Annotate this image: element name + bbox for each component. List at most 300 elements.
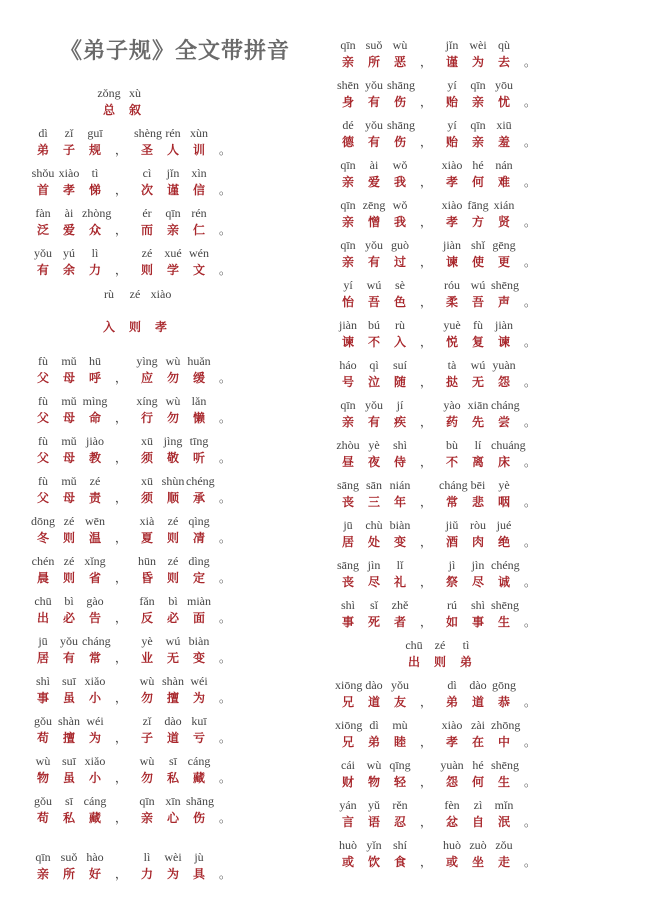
pinyin-spacer xyxy=(108,674,134,690)
hanzi-character: 睦 xyxy=(393,735,406,749)
hanzi-character: 自 xyxy=(471,815,484,829)
pinyin-row xyxy=(335,278,517,294)
punctuation: 。 xyxy=(218,867,231,881)
hanzi-character: 仁 xyxy=(192,223,205,237)
page-title: 《弟子规》全文带拼音 xyxy=(60,38,291,64)
hanzi-character: 死 xyxy=(367,615,380,629)
punctuation: ， xyxy=(419,695,432,709)
pinyin-spacer xyxy=(413,758,439,774)
pinyin-syllable: wú xyxy=(470,278,486,292)
punctuation: ， xyxy=(114,183,127,197)
punctuation: ， xyxy=(419,135,432,149)
pinyin-syllable: xǐng xyxy=(84,554,106,568)
pinyin-syllable: zé xyxy=(167,554,179,568)
pinyin-syllable: fèn xyxy=(444,798,460,812)
hanzi-character: 小 xyxy=(88,691,101,705)
punctuation: ， xyxy=(114,411,127,425)
pinyin-syllable: chuáng xyxy=(491,438,526,452)
pinyin-syllable: qì xyxy=(369,358,379,372)
pinyin-syllable: fǎn xyxy=(139,594,155,608)
pinyin-syllable: cháng xyxy=(491,398,520,412)
pinyin-syllable: zé xyxy=(129,287,141,301)
hanzi-character: 忍 xyxy=(393,815,406,829)
punctuation: ， xyxy=(114,731,127,745)
punctuation: ， xyxy=(114,571,127,585)
pinyin-syllable: gǒu xyxy=(34,794,52,808)
hanzi-character: 常 xyxy=(88,651,101,665)
hanzi-row xyxy=(30,489,238,507)
pinyin-syllable: sè xyxy=(395,278,405,292)
pinyin-syllable: cháng xyxy=(82,634,111,648)
hanzi-character: 语 xyxy=(367,815,380,829)
hanzi-character: 谏 xyxy=(341,335,354,349)
hanzi-character: 业 xyxy=(140,651,153,665)
pinyin-syllable: xià xyxy=(139,514,155,528)
pinyin-syllable: yǒu xyxy=(391,678,409,692)
pinyin-row xyxy=(30,354,212,370)
hanzi-character: 必 xyxy=(166,611,179,625)
hanzi-character: 无 xyxy=(471,375,484,389)
hanzi-character: 尽 xyxy=(367,575,380,589)
pinyin-syllable: jiǔ xyxy=(445,518,459,532)
pinyin-syllable: miàn xyxy=(187,594,211,608)
hanzi-row xyxy=(335,453,543,471)
hanzi-character: 泛 xyxy=(36,223,49,237)
punctuation: ， xyxy=(114,263,127,277)
hanzi-character: 爱 xyxy=(62,223,75,237)
pinyin-syllable: chén xyxy=(31,554,55,568)
hanzi-character: 定 xyxy=(192,571,205,585)
pinyin-syllable: gōng xyxy=(492,678,516,692)
hanzi-character: 生 xyxy=(497,775,510,789)
pinyin-syllable: cháng xyxy=(439,478,468,492)
pinyin-row xyxy=(30,674,212,690)
hanzi-character: 泣 xyxy=(367,375,380,389)
hanzi-character: 道 xyxy=(367,695,380,709)
pinyin-syllable: shùn xyxy=(161,474,185,488)
pinyin-syllable: qīn xyxy=(470,78,486,92)
pinyin-spacer xyxy=(413,78,439,94)
pinyin-syllable: tīng xyxy=(189,434,209,448)
hanzi-character: 色 xyxy=(393,295,406,309)
pinyin-syllable: wén xyxy=(189,246,209,260)
punctuation: 。 xyxy=(523,135,536,149)
hanzi-character: 所 xyxy=(367,55,380,69)
pinyin-row xyxy=(335,358,517,374)
pinyin-spacer xyxy=(413,478,439,494)
hanzi-character: 肉 xyxy=(471,535,484,549)
pinyin-syllable: jù xyxy=(194,850,204,864)
pinyin-syllable: dì xyxy=(369,718,379,732)
pinyin-row xyxy=(96,86,148,102)
hanzi-character: 晨 xyxy=(36,571,49,585)
hanzi-character: 不 xyxy=(445,455,458,469)
hanzi-character: 坐 xyxy=(471,855,484,869)
pinyin-syllable: zé xyxy=(434,638,446,652)
punctuation: ， xyxy=(114,223,127,237)
pinyin-syllable: mǔ xyxy=(61,354,77,368)
punctuation: 。 xyxy=(218,731,231,745)
hanzi-character: 面 xyxy=(192,611,205,625)
pinyin-syllable: wù xyxy=(392,38,408,52)
pinyin-spacer xyxy=(108,594,134,610)
pinyin-row xyxy=(335,118,517,134)
pinyin-syllable: xū xyxy=(141,434,153,448)
hanzi-character: 父 xyxy=(36,411,49,425)
hanzi-character: 母 xyxy=(62,411,75,425)
pinyin-syllable: rén xyxy=(191,206,207,220)
hanzi-character: 好 xyxy=(88,867,101,881)
pinyin-syllable: qīn xyxy=(470,118,486,132)
punctuation: ， xyxy=(114,491,127,505)
pinyin-syllable: yè xyxy=(141,634,153,648)
hanzi-character: 擅 xyxy=(166,691,179,705)
hanzi-character: 呼 xyxy=(88,371,101,385)
punctuation: 。 xyxy=(523,95,536,109)
pinyin-spacer xyxy=(108,394,134,410)
hanzi-row xyxy=(30,529,238,547)
hanzi-character: 孝 xyxy=(62,183,75,197)
pinyin-row xyxy=(335,78,517,94)
hanzi-character: 行 xyxy=(140,411,153,425)
pinyin-syllable: gēng xyxy=(492,238,516,252)
pinyin-syllable: shāng xyxy=(387,78,415,92)
pinyin-syllable: qīn xyxy=(340,198,356,212)
hanzi-row xyxy=(335,93,543,111)
hanzi-character: 苟 xyxy=(36,811,49,825)
pinyin-syllable: qīn xyxy=(340,238,356,252)
punctuation: 。 xyxy=(523,215,536,229)
pinyin-syllable: sī xyxy=(64,794,73,808)
hanzi-character: 为 xyxy=(166,867,179,881)
pinyin-syllable: shǐ xyxy=(470,238,485,252)
hanzi-character: 有 xyxy=(36,263,49,277)
pinyin-spacer xyxy=(108,354,134,370)
pinyin-syllable: yè xyxy=(498,478,510,492)
hanzi-character: 咽 xyxy=(497,495,510,509)
pinyin-syllable: suí xyxy=(392,358,407,372)
hanzi-character: 我 xyxy=(393,175,406,189)
pinyin-syllable: jiàn xyxy=(495,318,513,332)
pinyin-syllable: qìng xyxy=(188,514,210,528)
hanzi-character: 走 xyxy=(497,855,510,869)
pinyin-row xyxy=(30,754,212,770)
pinyin-row xyxy=(30,594,212,610)
punctuation: ， xyxy=(419,335,432,349)
hanzi-character: 事 xyxy=(36,691,49,705)
hanzi-character: 居 xyxy=(36,651,49,665)
punctuation: ， xyxy=(419,415,432,429)
pinyin-syllable: dào xyxy=(164,714,182,728)
pinyin-syllable: guò xyxy=(391,238,409,252)
pinyin-syllable: shì xyxy=(470,598,485,612)
pinyin-row xyxy=(30,554,212,570)
pinyin-syllable: zǒng xyxy=(97,86,121,100)
pinyin-row xyxy=(335,238,517,254)
pinyin-spacer xyxy=(413,198,439,214)
hanzi-character: 友 xyxy=(393,695,406,709)
pinyin-syllable: qīn xyxy=(340,398,356,412)
pinyin-syllable: shēng xyxy=(491,598,519,612)
pinyin-syllable: yán xyxy=(339,798,357,812)
pinyin-syllable: cáng xyxy=(83,794,107,808)
pinyin-syllable: jìn xyxy=(367,558,381,572)
pinyin-syllable: dào xyxy=(469,678,487,692)
hanzi-row xyxy=(335,813,543,831)
hanzi-character: 无 xyxy=(166,651,179,665)
punctuation: ， xyxy=(114,531,127,545)
hanzi-character: 贻 xyxy=(445,95,458,109)
pinyin-row xyxy=(335,558,520,574)
hanzi-character: 私 xyxy=(62,811,75,825)
hanzi-character: 悲 xyxy=(471,495,484,509)
pinyin-syllable: xiū xyxy=(496,118,512,132)
hanzi-character: 亲 xyxy=(166,223,179,237)
hanzi-character: 怨 xyxy=(445,775,458,789)
hanzi-character: 众 xyxy=(88,223,101,237)
hanzi-character: 学 xyxy=(166,263,179,277)
hanzi-character: 力 xyxy=(88,263,101,277)
hanzi-character: 顺 xyxy=(166,491,179,505)
pinyin-spacer xyxy=(413,158,439,174)
punctuation: ， xyxy=(419,735,432,749)
pinyin-syllable: zé xyxy=(89,474,101,488)
pinyin-syllable: zhòng xyxy=(82,206,112,220)
hanzi-character: 规 xyxy=(88,143,101,157)
hanzi-character: 训 xyxy=(192,143,205,157)
pinyin-row xyxy=(30,434,212,450)
pinyin-syllable: wù xyxy=(139,674,155,688)
pinyin-syllable: qù xyxy=(498,38,510,52)
hanzi-row xyxy=(96,318,174,336)
pinyin-syllable: mǔ xyxy=(61,394,77,408)
pinyin-spacer xyxy=(108,246,134,262)
hanzi-character: 余 xyxy=(62,263,75,277)
punctuation: 。 xyxy=(523,575,536,589)
pinyin-syllable: dōng xyxy=(31,514,55,528)
pinyin-syllable: zǐ xyxy=(64,126,74,140)
pinyin-syllable: rěn xyxy=(392,798,408,812)
pinyin-syllable: fù xyxy=(38,394,48,408)
pinyin-syllable: dìng xyxy=(188,554,210,568)
punctuation: 。 xyxy=(218,491,231,505)
pinyin-spacer xyxy=(108,514,134,530)
pinyin-row xyxy=(30,714,212,730)
hanzi-character: 如 xyxy=(445,615,458,629)
punctuation: ， xyxy=(419,295,432,309)
pinyin-syllable: shēng xyxy=(491,758,519,772)
pinyin-syllable: xiào xyxy=(58,166,80,180)
hanzi-character: 处 xyxy=(367,535,380,549)
pinyin-syllable: hé xyxy=(472,758,484,772)
hanzi-character: 具 xyxy=(192,867,205,881)
pinyin-syllable: jǐn xyxy=(445,38,459,52)
punctuation: ， xyxy=(114,651,127,665)
hanzi-character: 凊 xyxy=(192,531,205,545)
hanzi-row xyxy=(335,293,543,311)
pinyin-syllable: yǒu xyxy=(34,246,52,260)
pinyin-syllable: tì xyxy=(462,638,470,652)
pinyin-syllable: lǐ xyxy=(396,558,404,572)
pinyin-syllable: wú xyxy=(470,358,486,372)
hanzi-character: 则 xyxy=(140,263,153,277)
hanzi-character: 财 xyxy=(341,775,354,789)
hanzi-character: 孝 xyxy=(154,320,167,334)
pinyin-syllable: xiào xyxy=(150,287,172,301)
pinyin-syllable: mìng xyxy=(82,394,108,408)
hanzi-row xyxy=(30,609,238,627)
hanzi-character: 轻 xyxy=(393,775,406,789)
pinyin-spacer xyxy=(108,714,134,730)
hanzi-character: 信 xyxy=(192,183,205,197)
pinyin-syllable: qīng xyxy=(389,758,411,772)
pinyin-row xyxy=(30,126,212,142)
pinyin-syllable: shēn xyxy=(337,78,359,92)
pinyin-syllable: nán xyxy=(495,158,513,172)
punctuation: ， xyxy=(114,811,127,825)
hanzi-character: 变 xyxy=(393,535,406,549)
punctuation: 。 xyxy=(523,255,536,269)
pinyin-syllable: lí xyxy=(474,438,482,452)
pinyin-syllable: xù xyxy=(129,86,141,100)
hanzi-row xyxy=(30,449,238,467)
hanzi-character: 亲 xyxy=(341,175,354,189)
pinyin-spacer xyxy=(108,474,134,490)
pinyin-syllable: xíng xyxy=(136,394,158,408)
pinyin-syllable: qīn xyxy=(340,158,356,172)
hanzi-character: 有 xyxy=(62,651,75,665)
pinyin-syllable: fù xyxy=(38,354,48,368)
hanzi-character: 羞 xyxy=(497,135,510,149)
hanzi-character: 酒 xyxy=(445,535,458,549)
pinyin-row xyxy=(30,246,212,262)
punctuation: ， xyxy=(419,215,432,229)
pinyin-row xyxy=(335,318,517,334)
hanzi-character: 缓 xyxy=(192,371,205,385)
hanzi-row xyxy=(30,261,238,279)
pinyin-syllable: shì xyxy=(340,598,355,612)
hanzi-character: 使 xyxy=(471,255,484,269)
pinyin-syllable: suī xyxy=(61,754,76,768)
pinyin-syllable: cì xyxy=(142,166,152,180)
hanzi-character: 则 xyxy=(166,531,179,545)
hanzi-character: 教 xyxy=(88,451,101,465)
hanzi-character: 勿 xyxy=(166,411,179,425)
pinyin-syllable: jiàn xyxy=(339,318,357,332)
hanzi-character: 亲 xyxy=(140,811,153,825)
hanzi-row xyxy=(96,101,148,119)
pinyin-spacer xyxy=(413,838,439,854)
hanzi-character: 物 xyxy=(367,775,380,789)
punctuation: 。 xyxy=(218,571,231,585)
hanzi-character: 勿 xyxy=(140,691,153,705)
hanzi-character: 床 xyxy=(497,455,510,469)
hanzi-row xyxy=(335,853,543,871)
hanzi-row xyxy=(30,181,238,199)
pinyin-syllable: shàn xyxy=(58,714,80,728)
hanzi-character: 所 xyxy=(62,867,75,881)
hanzi-character: 生 xyxy=(497,615,510,629)
hanzi-character: 道 xyxy=(166,731,179,745)
hanzi-character: 变 xyxy=(192,651,205,665)
punctuation: 。 xyxy=(218,691,231,705)
pinyin-row xyxy=(30,206,212,222)
pinyin-syllable: shàn xyxy=(162,674,184,688)
pinyin-syllable: wéi xyxy=(86,714,104,728)
pinyin-syllable: huǎn xyxy=(187,354,211,368)
pinyin-syllable: shāng xyxy=(387,118,415,132)
hanzi-character: 父 xyxy=(36,491,49,505)
pinyin-syllable: yìng xyxy=(136,354,158,368)
pinyin-syllable: bì xyxy=(64,594,74,608)
pinyin-syllable: wú xyxy=(366,278,382,292)
pinyin-syllable: shí xyxy=(392,838,407,852)
pinyin-syllable: zhě xyxy=(391,598,409,612)
hanzi-character: 懒 xyxy=(192,411,205,425)
hanzi-character: 亲 xyxy=(341,415,354,429)
pinyin-syllable: chéng xyxy=(186,474,215,488)
hanzi-character: 伤 xyxy=(192,811,205,825)
pinyin-row xyxy=(335,198,517,214)
pinyin-syllable: guī xyxy=(87,126,103,140)
pinyin-syllable: wéi xyxy=(190,674,208,688)
pinyin-row xyxy=(401,638,479,654)
pinyin-syllable: biàn xyxy=(188,634,210,648)
pinyin-syllable: chéng xyxy=(491,558,520,572)
hanzi-character: 或 xyxy=(445,855,458,869)
hanzi-character: 疾 xyxy=(393,415,406,429)
pinyin-syllable: wēn xyxy=(85,514,105,528)
punctuation: 。 xyxy=(523,815,536,829)
pinyin-syllable: sān xyxy=(366,478,382,492)
hanzi-character: 恶 xyxy=(393,55,406,69)
hanzi-character: 有 xyxy=(367,415,380,429)
pinyin-spacer xyxy=(108,754,134,770)
hanzi-character: 首 xyxy=(36,183,49,197)
pinyin-syllable: qīn xyxy=(165,206,181,220)
pinyin-spacer xyxy=(108,206,134,222)
pinyin-syllable: xīn xyxy=(165,794,181,808)
pinyin-syllable: dì xyxy=(38,126,48,140)
hanzi-row xyxy=(30,569,238,587)
pinyin-spacer xyxy=(108,126,134,142)
punctuation: 。 xyxy=(523,335,536,349)
pinyin-syllable: ròu xyxy=(470,518,486,532)
hanzi-row xyxy=(401,653,479,671)
pinyin-syllable: zé xyxy=(167,514,179,528)
hanzi-character: 随 xyxy=(393,375,406,389)
pinyin-syllable: mǐn xyxy=(494,798,514,812)
hanzi-character: 孝 xyxy=(445,735,458,749)
pinyin-syllable: zhōng xyxy=(491,718,521,732)
pinyin-syllable: hūn xyxy=(138,554,156,568)
pinyin-syllable: hū xyxy=(89,354,101,368)
hanzi-row xyxy=(30,369,238,387)
hanzi-character: 伤 xyxy=(393,95,406,109)
pinyin-row xyxy=(30,794,212,810)
pinyin-syllable: yú xyxy=(63,246,75,260)
hanzi-character: 不 xyxy=(367,335,380,349)
hanzi-character: 入 xyxy=(393,335,406,349)
pinyin-syllable: róu xyxy=(444,278,460,292)
punctuation: ， xyxy=(114,867,127,881)
pinyin-spacer xyxy=(413,558,439,574)
hanzi-character: 药 xyxy=(445,415,458,429)
pinyin-syllable: xū xyxy=(141,474,153,488)
pinyin-syllable: jué xyxy=(496,518,512,532)
punctuation: ， xyxy=(114,371,127,385)
hanzi-character: 身 xyxy=(341,95,354,109)
